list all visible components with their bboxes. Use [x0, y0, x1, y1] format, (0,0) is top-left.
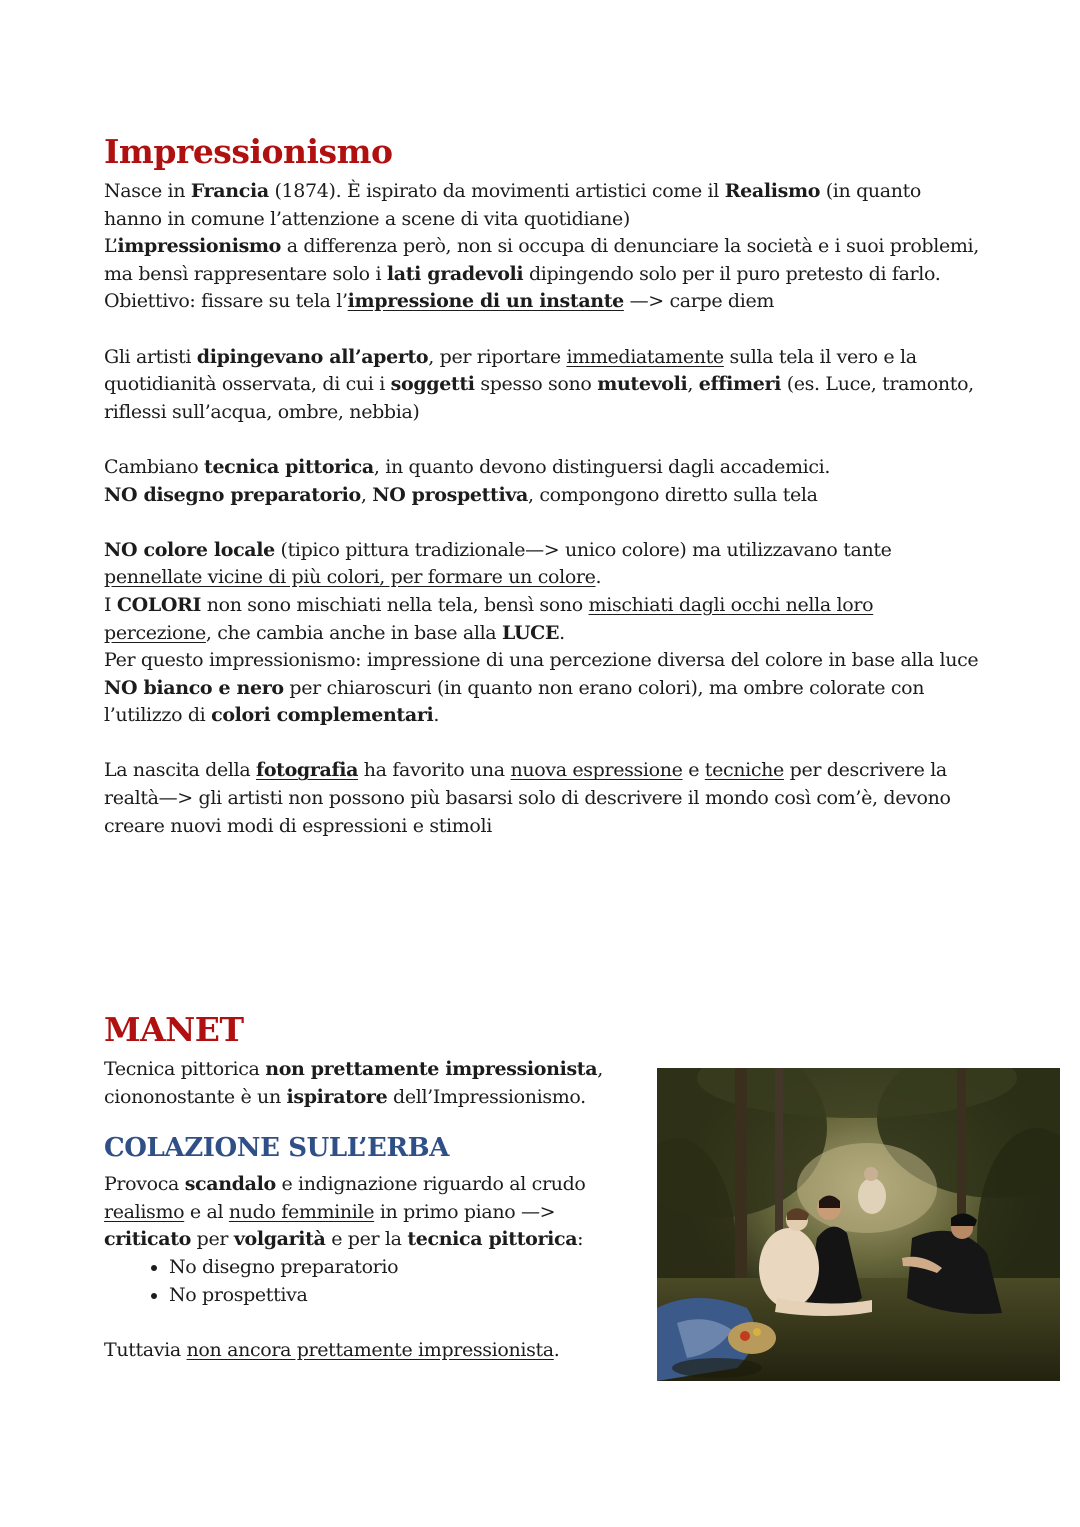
- paragraph-difference: L’impressionismo a differenza però, non si occupa di denunciare la società e i suoi problemi, ma bensì rappresentare solo i lati gradevoli dipingendo solo per il puro pretesto di farlo.: [104, 235, 979, 285]
- paragraph-no-drawing: NO disegno preparatorio, NO prospettiva, compongono diretto sulla tela: [104, 483, 818, 506]
- paragraph-colors: I COLORI non sono mischiati nella tela, bensì sono mischiati dagli occhi nella loro percezione, che cambia anche in base alla LUCE.: [104, 593, 874, 644]
- list-item: • No disegno preparatorio: [169, 1254, 644, 1282]
- impressionismo-heading: Impressionismo: [104, 132, 393, 171]
- manet-body: [104, 1056, 644, 1364]
- criticism-list: [104, 1254, 644, 1309]
- painting-image: [657, 1068, 1060, 1381]
- paragraph-closing: Tuttavia non ancora prettamente impressionista.: [104, 1338, 560, 1361]
- paragraph-origin: Nasce in Francia (1874). È ispirato da movimenti artistici come il Realismo (in quanto hanno in comune l’attenzione a scene di vita quotidiane): [104, 180, 922, 230]
- manet-heading: MANET: [104, 1010, 244, 1049]
- paragraph-no-black-white: NO bianco e nero per chiaroscuri (in quanto non erano colori), ma ombre colorate con l’utilizzo di colori complementari.: [104, 676, 925, 727]
- colazione-heading: COLAZIONE SULL’ERBA: [104, 1133, 450, 1164]
- list-item: • No prospettiva: [169, 1282, 644, 1310]
- paragraph-manet-intro: Tecnica pittorica non prettamente impressionista, ciononostante è un ispiratore dell’Impressionismo.: [104, 1058, 603, 1108]
- impressionismo-body: [104, 178, 984, 840]
- paragraph-photography: La nascita della fotografia ha favorito una nuova espressione e tecniche per descrivere la realtà—> gli artisti non possono più basarsi solo di descrivere il mondo così com’è, devono creare nuovi modi di espressioni e stimoli: [104, 759, 951, 837]
- paragraph-perception: Per questo impressionismo: impressione di una percezione diversa del colore in base alla luce: [104, 649, 979, 672]
- paragraph-scandal: Provoca scandalo e indignazione riguardo al crudo realismo e al nudo femminile in primo piano —> criticato per volgarità e per la tecnica pittorica:: [104, 1173, 586, 1251]
- paragraph-no-local-color: NO colore locale (tipico pittura tradizionale—> unico colore) ma utilizzavano tante pennellate vicine di più colori, per formare un colore.: [104, 538, 892, 589]
- paragraph-objective: Obiettivo: fissare su tela l’impressione di un instante —> carpe diem: [104, 290, 775, 313]
- paragraph-outdoor: Gli artisti dipingevano all’aperto, per riportare immediatamente sulla tela il vero e la quotidianità osservata, di cui i soggetti spesso sono mutevoli, effimeri (es. Luce, tramonto, riflessi sull’acqua, ombre, nebbia): [104, 345, 974, 423]
- paragraph-technique: Cambiano tecnica pittorica, in quanto devono distinguersi dagli accademici.: [104, 455, 831, 478]
